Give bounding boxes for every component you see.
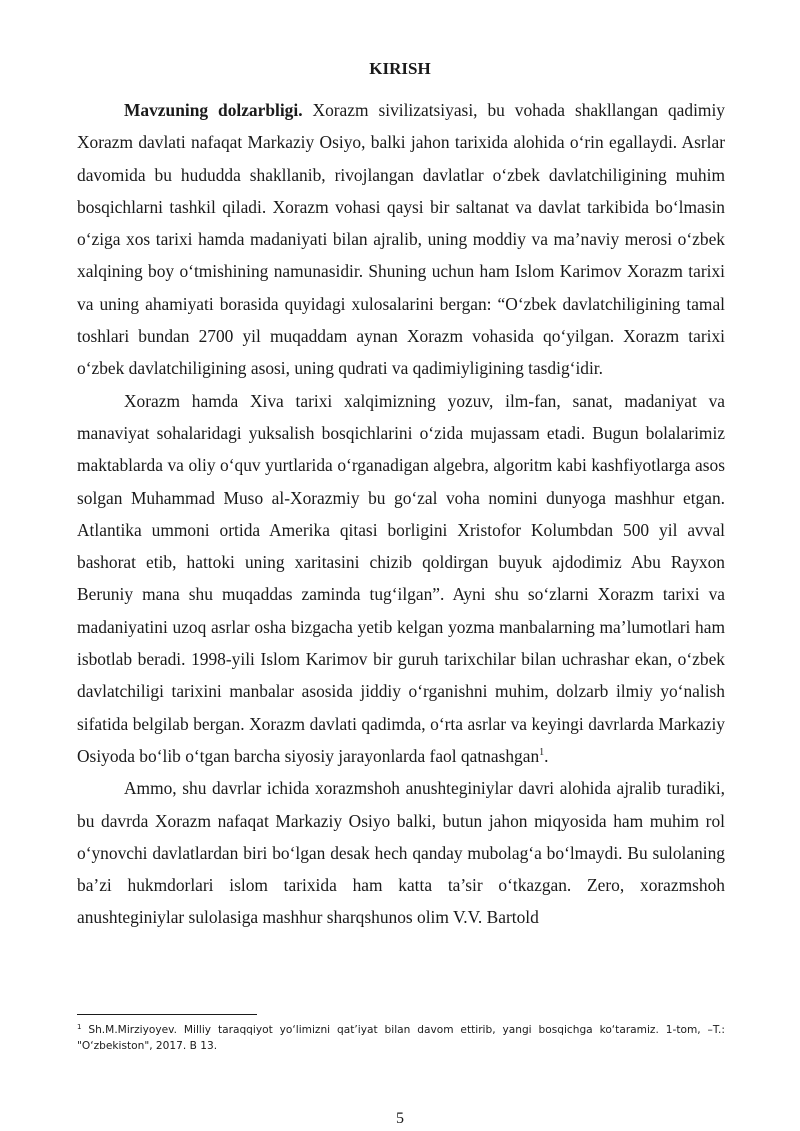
paragraph-text: Xorazm hamda Xiva tarixi xalqimizning yozuv, ilm-fan, sanat, madaniyat va manaviyat sohalaridagi yuksalish bosqichlarini o‘zida mujassam etadi. Bugun bolalarimiz maktablarda va oliy o‘quv yurtlarida o‘rganadigan algebra, algoritm kabi kashfiyotlarga asos solgan Muhammad Muso al-Xorazmiy bu go‘zal voha nomini dunyoga mashhur etgan. Atlantika ummoni ortida Amerika qitasi borligini Xristofor Kolumbdan 500 yil avval bashorat etib, hattoki uning xaritasini chizib qoldirgan buyuk ajdodimiz Abu Rayxon Beruniy mana shu muqaddas zaminda tug‘ilgan”. Ayni shu so‘zlarni Xorazm tarixi va madaniyatini uzoq asrlar osha bizgacha yetib kelgan yozma manbalarning ma’lumotlari ham isbotlab beradi. 1998-yili Islom Karimov bir guruh tarixchilar bilan uchrashar ekan, o‘zbek davlatchiligi tarixini manbalar asosida jiddiy o‘rganishni muhim, dolzarb ilmiy yo‘nalish sifatida belgilab bergan. Xorazm davlati qadimda, o‘rta asrlar va keyingi davrlarda Markaziy Osiyoda bo‘lib o‘tgan barcha siyosiy jarayonlarda faol qatnashgan (77, 390, 725, 766)
section-lead-heading: Mavzuning dolzarbligi. (124, 100, 303, 120)
paragraph-end: . (544, 745, 549, 766)
footnote-text: Sh.M.Mirziyoyev. Milliy taraqqiyot yo‘limizni qat’iyat bilan davom ettirib, yangi bosqichga ko‘taramiz. 1-tom, –T.: "O‘zbekiston", 2017. B 13. (77, 1024, 725, 1052)
footnote (77, 1022, 725, 1054)
paragraph-history (77, 385, 725, 773)
page-number: 5 (396, 1110, 404, 1127)
paragraph-anushteginids (77, 772, 725, 933)
footnote-divider (77, 1014, 257, 1015)
paragraph-relevance (77, 94, 725, 385)
page-title: KIRISH (369, 59, 431, 78)
footnote-marker: 1 (77, 1023, 82, 1031)
document-body (77, 94, 725, 934)
paragraph-text: Ammo, shu davrlar ichida xorazmshoh anushteginiylar davri alohida ajralib turadiki, bu davrda Xorazm nafaqat Markaziy Osiyo balki, butun jahon miqyosida ham muhim rol o‘ynovchi davlatlardan biri bo‘lgan desak hech qanday mubolag‘a bo‘lmaydi. Bu sulolaning ba’zi hukmdorlari islom tarixida ham katta ta’sir o‘tkazgan. Zero, xorazmshoh anushteginiylar sulolasiga mashhur sharqshunos olim V.V. Bartold (77, 778, 725, 928)
paragraph-text: Xorazm sivilizatsiyasi, bu vohada shakllangan qadimiy Xorazm davlati nafaqat Markaziy Osiyo, balki jahon tarixida alohida o‘rin egallaydi. Asrlar davomida bu hududda shakllanib, rivojlangan davlatlar o‘zbek davlatchiligining muhim bosqichlarni tashkil qiladi. Xorazm vohasi qaysi bir saltanat va davlat tarkibida bo‘lmasin o‘ziga xos tarixi hamda madaniyati bilan ajralib, uning moddiy va ma’naviy merosi o‘zbek xalqining boy o‘tmishining namunasidir. Shuning uchun ham Islom Karimov Xorazm tarixi va uning ahamiyati borasida quyidagi xulosalarini bergan: “O‘zbek davlatchiligining tamal toshlari bundan 2700 yil muqaddam aynan Xorazm vohasida qo‘yilgan. Xorazm tarixi o‘zbek davlatchiligining asosi, uning qudrati va qadimiyligining tasdig‘idir. (77, 100, 725, 379)
footnote-reference[interactable]: 1 (539, 746, 545, 758)
